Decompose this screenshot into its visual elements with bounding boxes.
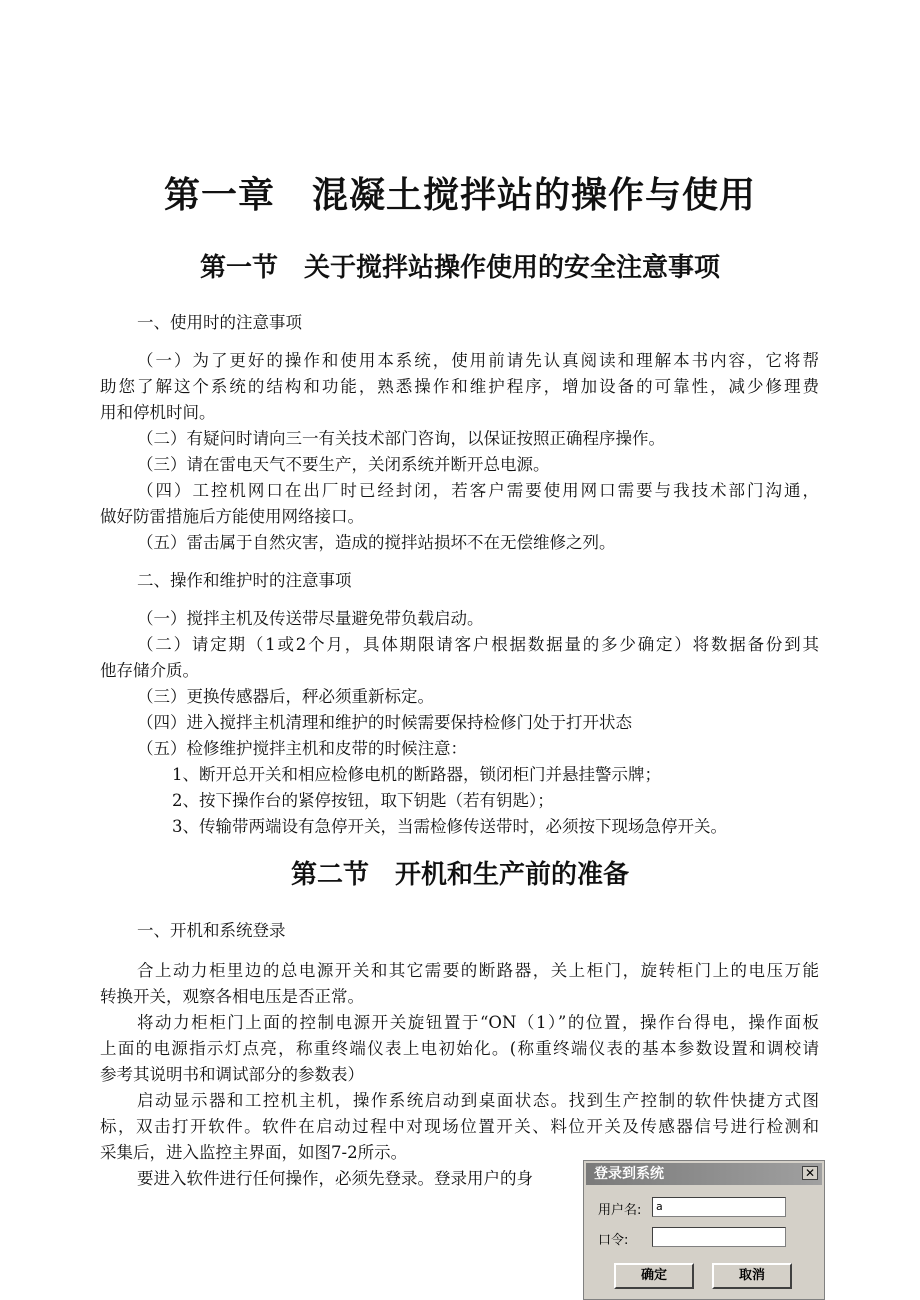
paragraph-line: 助您了解这个系统的结构和功能，熟悉操作和维护程序，增加设备的可靠性，减少修理费 <box>100 377 819 396</box>
paragraph-line: 上面的电源指示灯点亮，称重终端仪表上电初始化。(称重终端仪表的基本参数设置和调校请 <box>100 1039 819 1058</box>
cancel-button[interactable]: 取消 <box>712 1263 792 1289</box>
username-input[interactable]: a <box>652 1197 786 1217</box>
list-item: 2、按下操作台的紧停按钮，取下钥匙（若有钥匙）； <box>172 791 554 810</box>
paragraph-line: 合上动力柜里边的总电源开关和其它需要的断路器，关上柜门，旋转柜门上的电压万能 <box>137 961 819 980</box>
paragraph-line: 转换开关，观察各相电压是否正常。 <box>100 987 364 1006</box>
paragraph-line: （二）有疑问时请向三一有关技术部门咨询，以保证按照正确程序操作。 <box>137 429 665 448</box>
login-dialog <box>583 1160 825 1300</box>
paragraph-line: 用和停机时间。 <box>100 403 216 422</box>
password-input[interactable] <box>652 1227 786 1247</box>
chapter-title: 第一章 混凝土搅拌站的操作与使用 <box>163 175 756 216</box>
paragraph-line: 将动力柜柜门上面的控制电源开关旋钮置于“ON（1）”的位置，操作台得电，操作面板 <box>137 1013 819 1032</box>
paragraph-line: 他存储介质。 <box>100 661 199 680</box>
paragraph-line: 做好防雷措施后方能使用网络接口。 <box>100 507 364 526</box>
paragraph-line: 启动显示器和工控机主机，操作系统启动到桌面状态。找到生产控制的软件快捷方式图 <box>137 1091 819 1110</box>
dialog-titlebar[interactable] <box>586 1163 822 1185</box>
subheading-usage-notes: 一、使用时的注意事项 <box>137 313 302 332</box>
paragraph-line: （四）工控机网口在出厂时已经封闭，若客户需要使用网口需要与我技术部门沟通， <box>137 481 819 500</box>
subheading-startup-login: 一、开机和系统登录 <box>137 921 286 940</box>
paragraph-line: （一）搅拌主机及传送带尽量避免带负载启动。 <box>137 609 484 628</box>
paragraph-line: （五）雷击属于自然灾害，造成的搅拌站损坏不在无偿维修之列。 <box>137 533 616 552</box>
dialog-title: 登录到系统 <box>594 1166 664 1182</box>
list-item: 1、断开总开关和相应检修电机的断路器，锁闭柜门并悬挂警示牌； <box>172 765 661 784</box>
paragraph-line: （一）为了更好的操作和使用本系统，使用前请先认真阅读和理解本书内容，它将帮 <box>137 351 819 370</box>
paragraph-line: （五）检修维护搅拌主机和皮带的时候注意： <box>137 739 467 758</box>
paragraph-line: （三）更换传感器后，秤必须重新标定。 <box>137 687 434 706</box>
username-label: 用户名: <box>598 1203 642 1218</box>
paragraph-line: （三）请在雷电天气不要生产，关闭系统并断开总电源。 <box>137 455 550 474</box>
paragraph-line: 采集后，进入监控主界面，如图7-2所示。 <box>100 1143 408 1162</box>
list-item: 3、传输带两端设有急停开关，当需检修传送带时，必须按下现场急停开关。 <box>172 817 727 836</box>
section-title-2: 第二节 开机和生产前的准备 <box>290 860 629 890</box>
paragraph-line: 标，双击打开软件。软件在启动过程中对现场位置开关、料位开关及传感器信号进行检测和 <box>100 1117 819 1136</box>
paragraph-line: 要进入软件进行任何操作，必须先登录。登录用户的身 <box>137 1169 533 1188</box>
paragraph-line: （二）请定期（1或2个月，具体期限请客户根据数据量的多少确定）将数据备份到其 <box>137 635 819 654</box>
ok-button[interactable]: 确定 <box>614 1263 694 1289</box>
close-icon[interactable]: ✕ <box>802 1166 818 1180</box>
subheading-maintenance-notes: 二、操作和维护时的注意事项 <box>137 571 352 590</box>
password-label: 口令: <box>598 1233 629 1248</box>
section-title-1: 第一节 关于搅拌站操作使用的安全注意事项 <box>199 253 720 283</box>
paragraph-line: 参考其说明书和调试部分的参数表） <box>100 1065 364 1084</box>
paragraph-line: （四）进入搅拌主机清理和维护的时候需要保持检修门处于打开状态 <box>137 713 632 732</box>
